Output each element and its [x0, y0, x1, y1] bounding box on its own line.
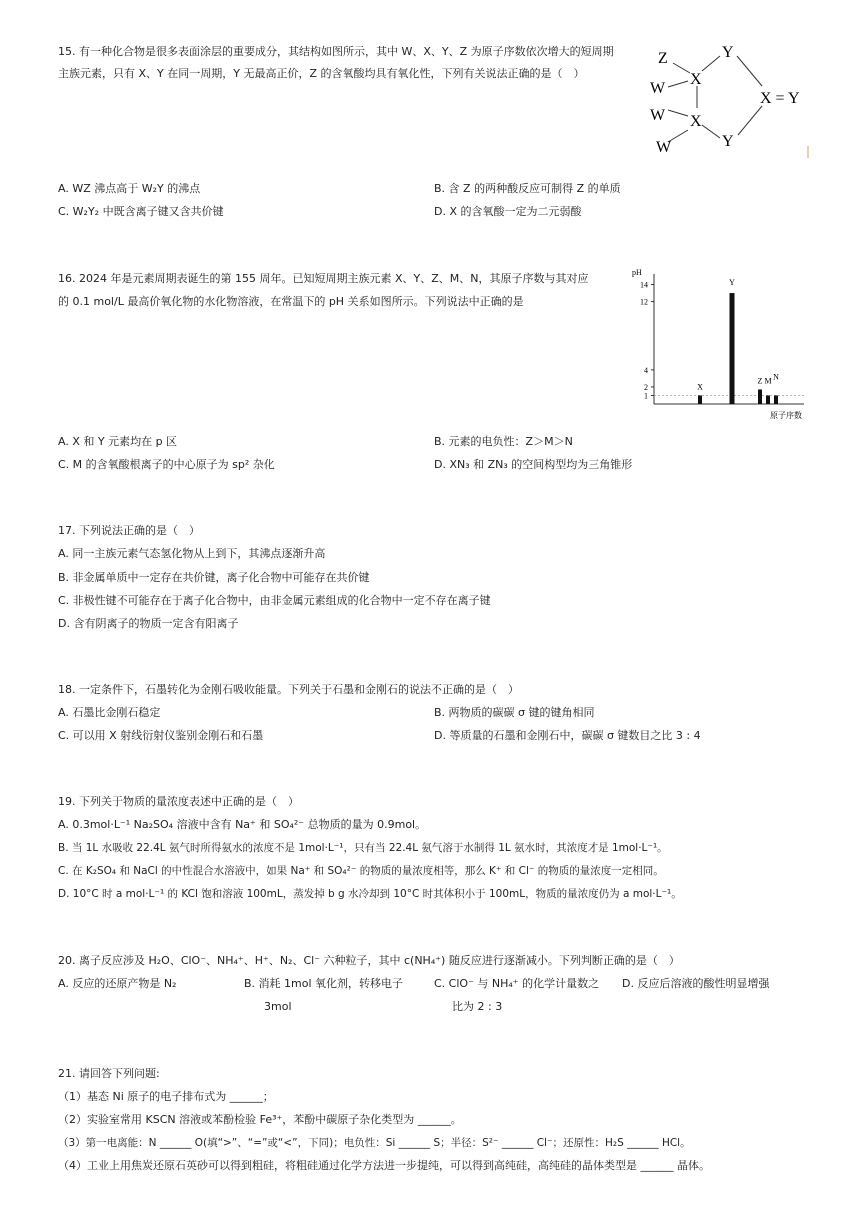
- q19-option-c: C. 在 K₂SO₄ 和 NaCl 的中性混合水溶液中，如果 Na⁺ 和 SO₄²⁻ 的物质的量浓度相等，那么 K⁺ 和 Cl⁻ 的物质的量浓度一定相同。: [58, 865, 664, 877]
- q15-option-c: C. W₂Y₂ 中既含离子键又含共价键: [58, 205, 224, 218]
- q17-option-c: C. 非极性键不可能存在于离子化合物中，由非金属元素组成的化合物中一定不存在离子键: [58, 594, 491, 607]
- q15-atom-x-upper: X: [690, 71, 702, 88]
- q15-atom-y-top: Y: [722, 44, 734, 61]
- q18-option-c: C. 可以用 X 射线衍射仪鉴别金刚石和石墨: [58, 729, 264, 742]
- q20-option-d: D. 反应后溶液的酸性明显增强: [622, 977, 770, 990]
- y-tick-label: 1: [644, 391, 648, 401]
- y-tick-label: 4: [644, 365, 648, 375]
- q15-option-a: A. WZ 沸点高于 W₂Y 的沸点: [58, 182, 201, 195]
- q21-part-4: （4）工业上用焦炭还原石英砂可以得到粗硅，将粗硅通过化学方法进一步提纯，可以得到高纯硅，高纯硅的晶体类型是 ______ 晶体。: [58, 1159, 710, 1172]
- q15-atom-w1: W: [650, 80, 666, 97]
- q15-atom-x-right: X = Y: [760, 90, 800, 107]
- q15-atom-w4: W: [656, 139, 672, 156]
- x-axis-label: 原子序数: [770, 411, 802, 420]
- bar-label-m: M: [764, 376, 772, 386]
- q15-structure-diagram: [640, 38, 820, 160]
- q15-stem-line1: 15. 有一种化合物是很多表面涂层的重要成分，其结构如图所示，其中 W、X、Y、Z 为原子序数依次增大的短周期: [58, 45, 614, 58]
- y-tick-label: 2: [644, 382, 648, 392]
- q20-stem: 20. 离子反应涉及 H₂O、ClO⁻、NH₄⁺、H⁺、N₂、Cl⁻ 六种粒子，其中 c(NH₄⁺) 随反应进行逐渐减小。下列判断正确的是（ ）: [58, 954, 680, 967]
- q15-bonds: [668, 56, 762, 142]
- q19-option-d: D. 10°C 时 a mol·L⁻¹ 的 KCl 饱和溶液 100mL，蒸发掉 b g 水冷却到 10°C 时其体积小于 100mL，物质的量浓度仍为 a mol·L⁻¹。: [58, 888, 682, 900]
- bar-y: [730, 293, 735, 404]
- q19-option-a: A. 0.3mol·L⁻¹ Na₂SO₄ 溶液中含有 Na⁺ 和 SO₄²⁻ 总物质的量为 0.9mol。: [58, 818, 427, 831]
- q19-option-b: B. 当 1L 水吸收 22.4L 氨气时所得氨水的浓度不是 1mol·L⁻¹，只有当 22.4L 氨气溶于水制得 1L 氨水时，其浓度才是 1mol·L⁻¹。: [58, 842, 668, 854]
- q18-option-d: D. 等质量的石墨和金刚石中，碳碳 σ 键数目之比 3 : 4: [434, 729, 701, 742]
- y-tick-label: 12: [640, 297, 648, 307]
- bar-z: [758, 389, 762, 404]
- q16-option-a: A. X 和 Y 元素均在 p 区: [58, 435, 178, 448]
- q17-option-d: D. 含有阴离子的物质一定含有阳离子: [58, 617, 239, 630]
- q20-option-c-line1: C. ClO⁻ 与 NH₄⁺ 的化学计量数之: [434, 977, 600, 990]
- q21-part-2: （2）实验室常用 KSCN 溶液或苯酚检验 Fe³⁺，苯酚中碳原子杂化类型为 ______。: [58, 1113, 462, 1126]
- q15-option-d: D. X 的含氧酸一定为二元弱酸: [434, 205, 582, 218]
- bar-m: [766, 395, 770, 404]
- q15-atom-x-lower: X: [690, 113, 702, 130]
- q21-stem: 21. 请回答下列问题:: [58, 1067, 160, 1080]
- q20-option-b-line1: B. 消耗 1mol 氧化剂，转移电子: [244, 977, 404, 990]
- bar-n: [774, 395, 778, 404]
- bar-label-x: X: [697, 382, 703, 392]
- bar-x: [698, 395, 702, 404]
- q15-atom-y-bottom: Y: [722, 133, 734, 150]
- q20-option-b-line2: 3mol: [264, 1000, 292, 1013]
- q16-option-d: D. XN₃ 和 ZN₃ 的空间构型均为三角锥形: [434, 458, 633, 471]
- q20-option-c-line2: 比为 2 : 3: [452, 1000, 503, 1013]
- y-axis-label: pH: [632, 268, 642, 277]
- q21-part-3: （3）第一电离能：N ______ O(填“>”、“=”或“<”，下同)；电负性：Si ______ S；半径：S²⁻ ______ Cl⁻；还原性：H₂S ______ HCl。: [58, 1137, 691, 1149]
- q15-atom-z: Z: [658, 50, 668, 67]
- q16-stem-line2: 的 0.1 mol/L 最高价氧化物的水化物溶液，在常温下的 pH 关系如图所示。下列说法中正确的是: [58, 295, 524, 308]
- q15-atom-w2: W: [650, 107, 666, 124]
- q20-option-a: A. 反应的还原产物是 N₂: [58, 977, 177, 990]
- q16-ph-chart: [628, 266, 818, 426]
- q21-part-1: （1）基态 Ni 原子的电子排布式为 ______；: [58, 1090, 274, 1103]
- q18-option-a: A. 石墨比金刚石稳定: [58, 706, 161, 719]
- q16-stem-line1: 16. 2024 年是元素周期表诞生的第 155 周年。已知短周期主族元素 X、Y、Z、M、N，其原子序数与其对应: [58, 272, 589, 285]
- bar-label-z: Z: [757, 376, 763, 386]
- q18-option-b: B. 两物质的碳碳 σ 键的键角相同: [434, 706, 595, 719]
- q17-stem: 17. 下列说法正确的是（ ）: [58, 524, 200, 537]
- y-tick-label: 14: [640, 280, 648, 290]
- q16-option-b: B. 元素的电负性：Z＞M＞N: [434, 435, 573, 448]
- q19-stem: 19. 下列关于物质的量浓度表述中正确的是（ ）: [58, 795, 299, 808]
- q15-stem-line2: 主族元素，只有 X、Y 在同一周期，Y 无最高正价，Z 的含氧酸均具有氧化性，下列有关说法正确的是（ ）: [58, 67, 585, 80]
- bar-label-n: N: [773, 372, 779, 382]
- q18-stem: 18. 一定条件下，石墨转化为金刚石吸收能量。下列关于石墨和金刚石的说法不正确的是（ ）: [58, 683, 519, 696]
- q15-option-b: B. 含 Z 的两种酸反应可制得 Z 的单质: [434, 182, 621, 195]
- bar-label-y: Y: [729, 278, 735, 288]
- q16-option-c: C. M 的含氧酸根离子的中心原子为 sp² 杂化: [58, 458, 275, 471]
- q17-option-b: B. 非金属单质中一定存在共价键，离子化合物中可能存在共价键: [58, 571, 370, 584]
- q17-option-a: A. 同一主族元素气态氢化物从上到下，其沸点逐渐升高: [58, 547, 326, 560]
